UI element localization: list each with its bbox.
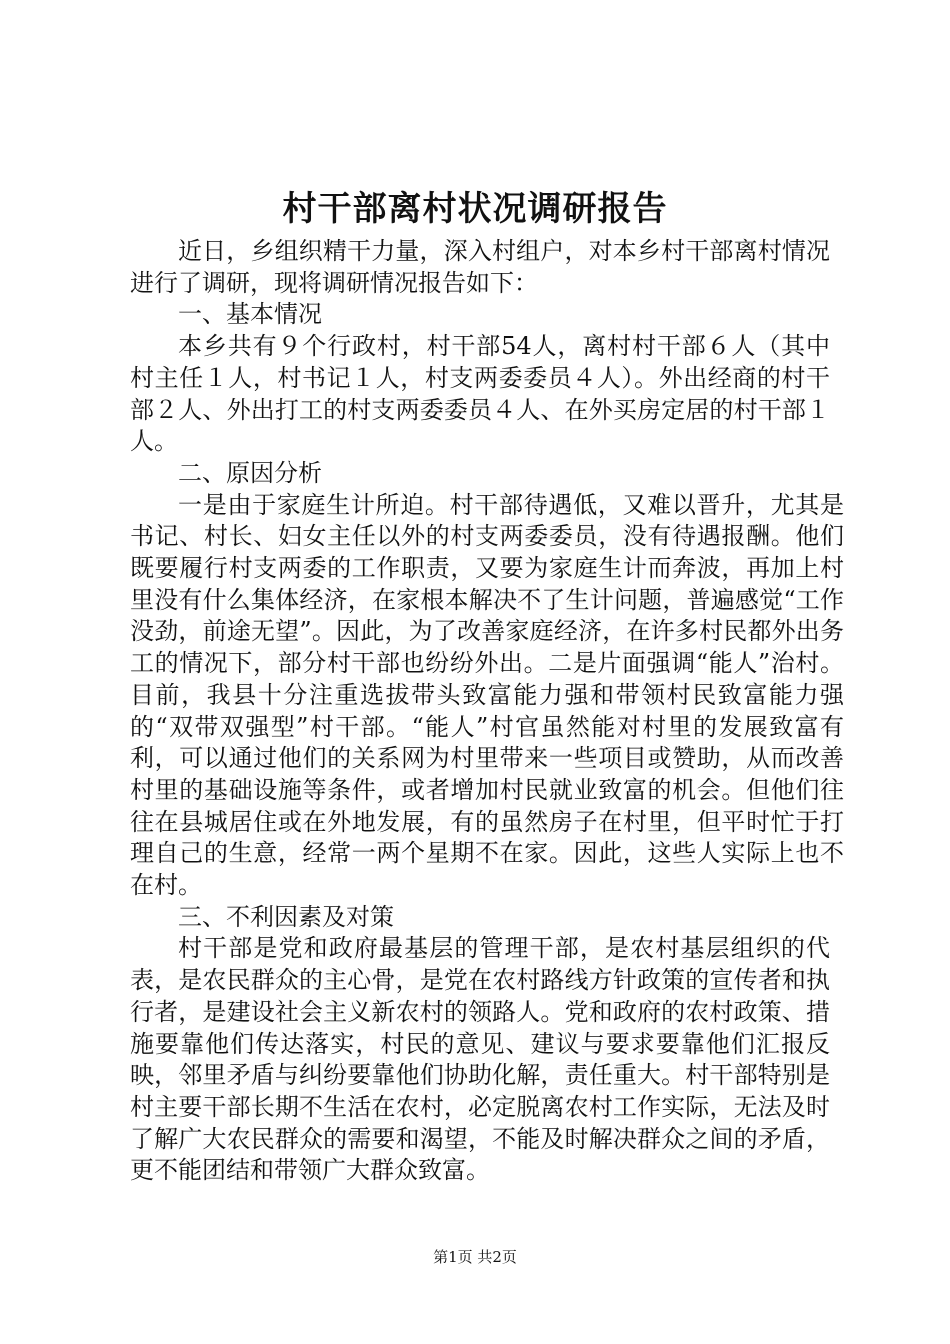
section1-paragraph: 本乡共有９个行政村，村干部54人，离村村干部６人（其中村主任１人，村书记１人，村支两委委员４人）。外出经商的村干部２人、外出打工的村支两委委员４人、在外买房定居的村干部１人。 (130, 332, 830, 456)
section-heading-cause-analysis: 二、原因分析 (178, 458, 322, 487)
document-title: 村干部离村状况调研报告 (282, 189, 668, 229)
section2-paragraph: 一是由于家庭生计所迫。村干部待遇低，又难以晋升，尤其是书记、村长、妇女主任以外的村支两委委员，没有待遇报酬。他们既要履行村支两委的工作职责，又要为家庭生计而奔波，再加上村里没有什么集体经济，在家根本解决不了生计问题，普遍感觉“工作没劲，前途无望”。因此，为了改善家庭经济，在许多村民都外出务工的情况下，部分村干部也纷纷外出。二是片面强调“能人”治村。目前，我县十分注重选拔带头致富能力强和带领村民致富能力强的“双带双强型”村干部。“能人”村官虽然能对村里的发展致富有利，可以通过他们的关系网为村里带来一些项目或赞助，从而改善村里的基础设施等条件，或者增加村民就业致富的机会。但他们往往在县城居住或在外地发展，有的虽然房子在村里，但平时忙于打理自己的生意，经常一两个星期不在家。因此，这些人实际上也不在村。 (130, 490, 844, 900)
page-number-footer: 第1页 共2页 (433, 1248, 517, 1266)
section-heading-countermeasures: 三、不利因素及对策 (178, 902, 394, 931)
document-body (130, 236, 844, 1187)
intro-paragraph: 近日，乡组织精干力量，深入村组户，对本乡村干部离村情况进行了调研，现将调研情况报告如下： (130, 237, 830, 297)
section-heading-basic-situation: 一、基本情况 (178, 300, 322, 329)
section3-paragraph: 村干部是党和政府最基层的管理干部，是农村基层组织的代表，是农民群众的主心骨，是党在农村路线方针政策的宣传者和执行者，是建设社会主义新农村的领路人。党和政府的农村政策、措施要靠他们传达落实，村民的意见、建议与要求要靠他们汇报反映，邻里矛盾与纠纷要靠他们协助化解，责任重大。村干部特别是村主要干部长期不生活在农村，必定脱离农村工作实际，无法及时了解广大农民群众的需要和渴望，不能及时解决群众之间的矛盾，更不能团结和带领广大群众致富。 (130, 934, 830, 1185)
